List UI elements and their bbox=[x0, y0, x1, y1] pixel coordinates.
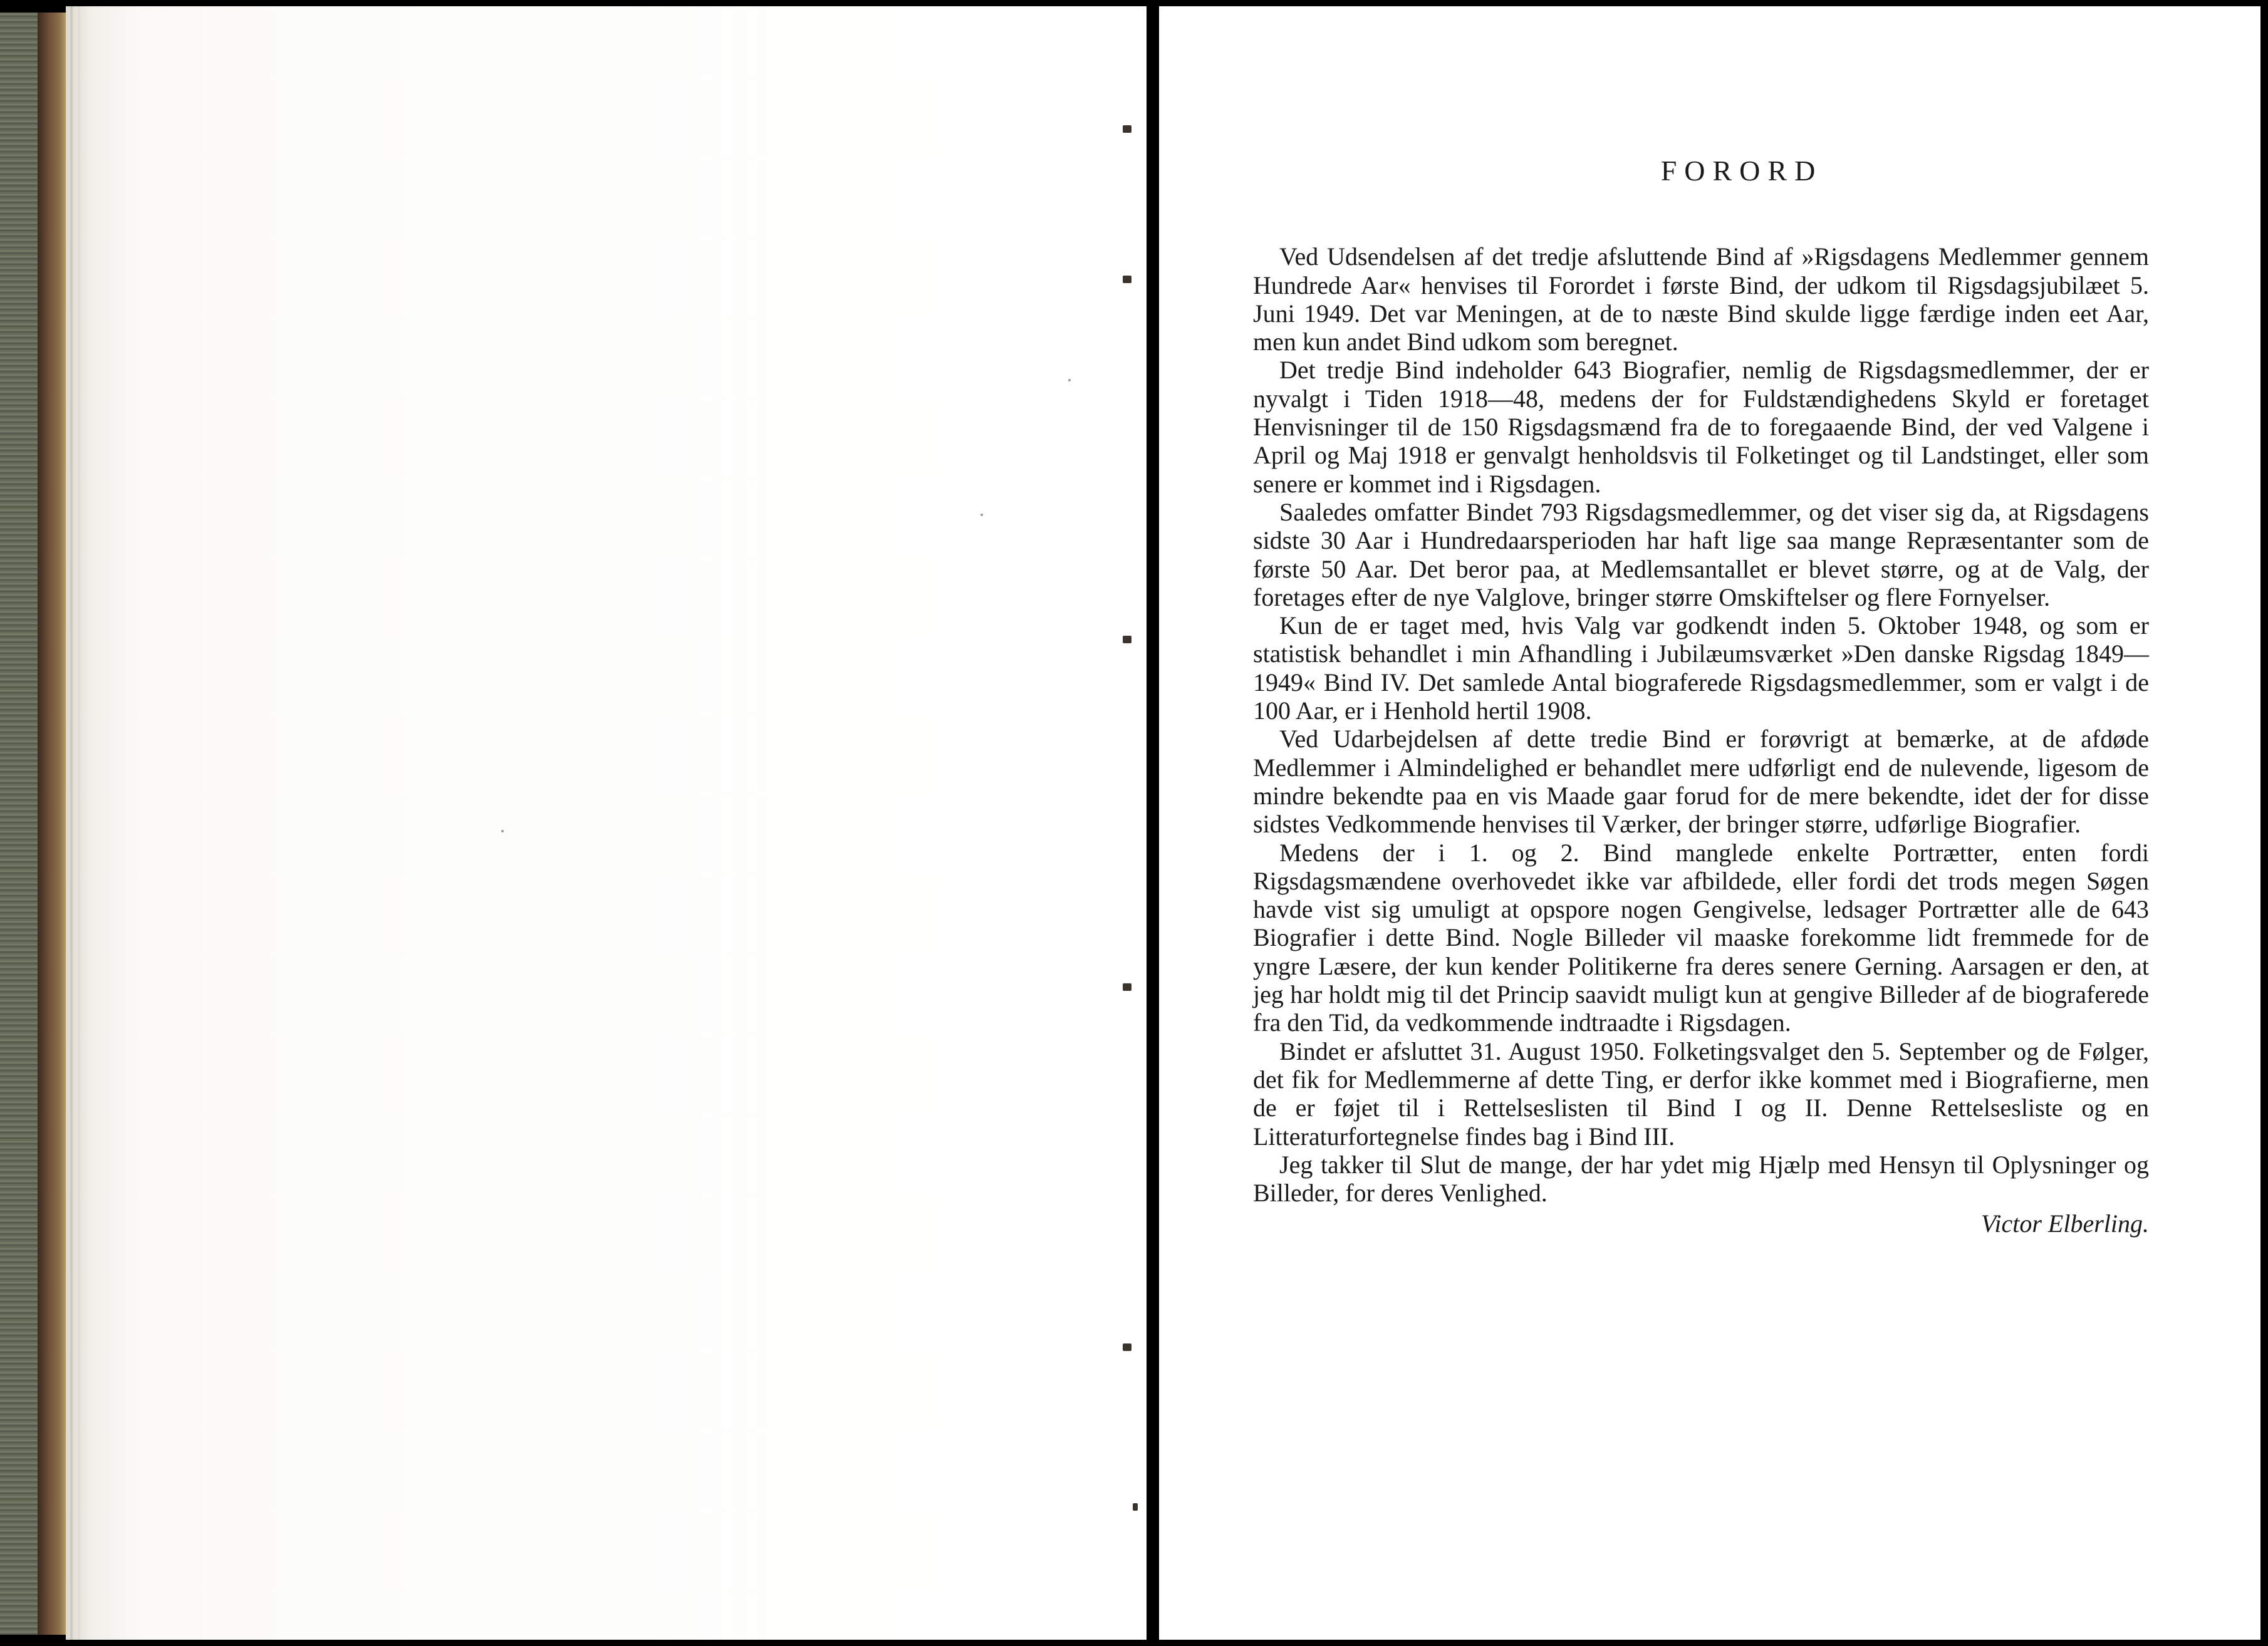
paper-speck bbox=[981, 514, 983, 516]
foreword-text-block bbox=[1253, 157, 2149, 1238]
paragraph-4: Kun de er taget med, hvis Valg var godkendt inden 5. Oktober 1948, og som er statistisk behandlet i min Afhandling i Jubilæumsværket »Den danske Rigsdag 1849—1949« Bind IV. Det samlede Antal biograferede Rigsdagsmedlemmer, som er valgt i de 100 Aar, er i Henhold hertil 1908. bbox=[1253, 611, 2149, 725]
paper-speck bbox=[1068, 379, 1071, 381]
page-title: FORORD bbox=[1660, 155, 1823, 187]
page-edge-line bbox=[78, 6, 80, 1640]
binding-thread-mark bbox=[1123, 1343, 1131, 1351]
binding-thread-mark bbox=[1123, 636, 1131, 643]
book-cover-board bbox=[38, 13, 66, 1635]
binding-thread-mark bbox=[1123, 276, 1131, 283]
paragraph-8: Jeg takker til Slut de mange, der har ydet mig Hjælp med Hensyn til Oplysninger og Billeder, for deres Venlighed. bbox=[1253, 1150, 2149, 1208]
binding-thread-mark bbox=[1133, 1503, 1138, 1511]
paragraph-2: Det tredje Bind indeholder 643 Biografier, nemlig de Rigsdagsmedlemmer, der er nyvalgt i Tiden 1918—48, medens der for Fuldstændighedens Skyld er foretaget Henvisninger til de 150 Rigsdagsmænd fra de to foregaaende Bind, der ved Valgene i April og Maj 1918 er genvalgt henholdsvis til Folketinget og til Landstinget, eller som senere er kommet ind i Rigsdagen. bbox=[1253, 356, 2149, 498]
paper-speck bbox=[501, 830, 504, 832]
paragraph-6: Medens der i 1. og 2. Bind manglede enkelte Portrætter, enten fordi Rigsdagsmændene overhovedet ikke var afbildede, eller fordi det trods megen Søgen havde vist sig umuligt at opspore nogen Gengivelse, ledsager Portrætter alle de 643 Biografier i dette Bind. Nogle Billeder vil maaske forekomme lidt fremmede for de yngre Læsere, der kun kender Politikerne fra deres senere Gerning. Aarsagen er den, at jeg har holdt mig til det Princip saavidt muligt kun at gengive Billeder af de biograferede fra den Tid, da vedkommende indtraadte i Rigsdagen. bbox=[1253, 838, 2149, 1037]
paragraph-1: Ved Udsendelsen af det tredje afsluttende Bind af »Rigsdagens Medlemmer gennem Hundrede Aar« henvises til Forordet i første Bind, der udkom til Rigsdagsjubilæet 5. Juni 1949. Det var Meningen, at de to næste Bind skulde ligge færdige inden eet Aar, men kun andet Bind udkom som beregnet. bbox=[1253, 242, 2149, 356]
author-signature: Victor Elberling. bbox=[1980, 1209, 2149, 1238]
book-spine-cloth bbox=[0, 13, 38, 1635]
left-page-blank bbox=[66, 6, 1147, 1640]
scan-gutter bbox=[1147, 0, 1159, 1646]
binding-thread-mark bbox=[1123, 125, 1131, 133]
paragraph-3: Saaledes omfatter Bindet 793 Rigsdagsmedlemmer, og det viser sig da, at Rigsdagens sidste 30 Aar i Hundredaarsperioden har haft lige saa mange Repræsentanter som de første 50 Aar. Det beror paa, at Medlemsantallet er blevet større, og at de Valg, der foretages efter de nye Valglove, bringer større Omskiftelser og flere Fornyelser. bbox=[1253, 497, 2149, 611]
page-edge-line bbox=[70, 6, 73, 1640]
paragraph-5: Ved Udarbejdelsen af dette tredie Bind er forøvrigt at bemærke, at de afdøde Medlemmer i Almindelighed er behandlet mere udførligt end de nulevende, ligesom de mindre bekendte paa en vis Maade gaar forud for de mere bekendte, idet der for disse sidstes Vedkommende henvises til Værker, der bringer større, udførlige Biografier. bbox=[1253, 725, 2149, 839]
paragraph-7: Bindet er afsluttet 31. August 1950. Folketingsvalget den 5. September og de Følger, det fik for Medlemmerne af dette Ting, er derfor ikke kommet med i Biografierne, men de er føjet til i Rettelseslisten til Bind I og II. Denne Rettelsesliste og en Litteraturfortegnelse findes bag i Bind III. bbox=[1253, 1037, 2149, 1151]
binding-thread-mark bbox=[1123, 983, 1131, 991]
